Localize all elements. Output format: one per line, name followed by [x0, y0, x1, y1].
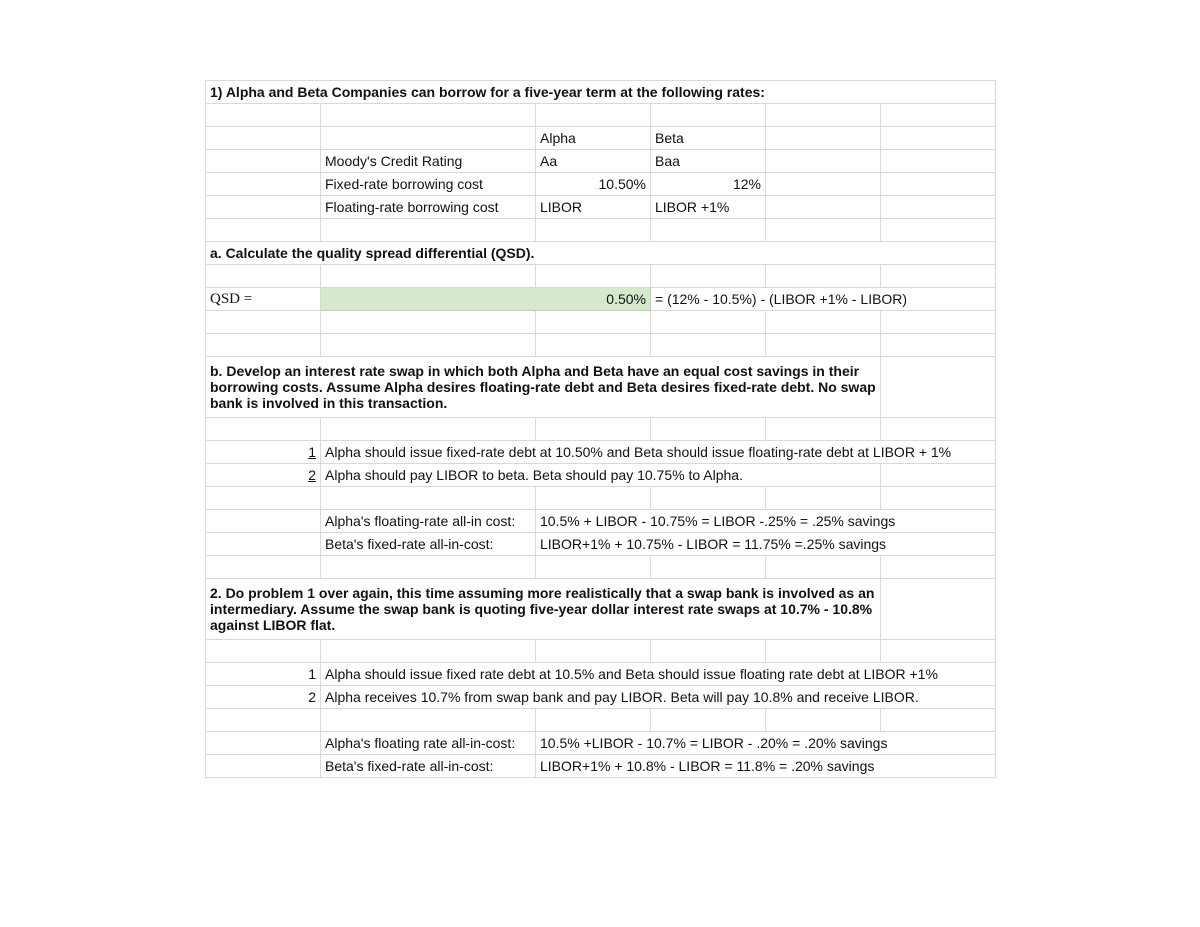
- qsd-formula[interactable]: = (12% - 10.5%) - (LIBOR +1% - LIBOR): [651, 288, 996, 311]
- q2-beta-cost-value[interactable]: LIBOR+1% + 10.8% - LIBOR = 11.8% = .20% savings: [536, 755, 996, 778]
- q2-question[interactable]: 2. Do problem 1 over again, this time assuming more realistically that a swap bank is involved as an intermediary. Assume the swap bank is quoting five-year dollar interest rate swaps at 10.7% - 10.8% against LIBOR flat.: [206, 579, 881, 640]
- spreadsheet-grid: [205, 80, 996, 778]
- q2-alpha-cost-value[interactable]: 10.5% +LIBOR - 10.7% = LIBOR - .20% = .20% savings: [536, 732, 996, 755]
- empty-cell[interactable]: [321, 418, 536, 441]
- floating-rate-label[interactable]: Floating-rate borrowing cost: [321, 196, 536, 219]
- empty-cell[interactable]: [206, 533, 321, 556]
- empty-cell[interactable]: [651, 265, 766, 288]
- floating-rate-alpha[interactable]: LIBOR: [536, 196, 651, 219]
- empty-cell[interactable]: [651, 709, 766, 732]
- empty-cell[interactable]: [651, 640, 766, 663]
- empty-cell[interactable]: [881, 150, 996, 173]
- empty-cell[interactable]: [881, 556, 996, 579]
- q2-alpha-cost-label[interactable]: Alpha's floating rate all-in-cost:: [321, 732, 536, 755]
- part-a-question[interactable]: a. Calculate the quality spread differential (QSD).: [206, 242, 996, 265]
- empty-cell[interactable]: [206, 418, 321, 441]
- empty-cell[interactable]: [206, 640, 321, 663]
- part-b-step-num[interactable]: 2: [206, 464, 321, 487]
- empty-cell[interactable]: [651, 104, 766, 127]
- empty-cell[interactable]: [206, 487, 321, 510]
- empty-cell[interactable]: [881, 357, 996, 418]
- rating-alpha[interactable]: Aa: [536, 150, 651, 173]
- empty-cell[interactable]: [321, 487, 536, 510]
- empty-cell[interactable]: [651, 487, 766, 510]
- empty-cell[interactable]: [536, 709, 651, 732]
- empty-cell[interactable]: [536, 219, 651, 242]
- empty-cell[interactable]: [321, 640, 536, 663]
- qsd-value-cell[interactable]: 0.50%: [321, 288, 651, 311]
- part-b-alpha-cost-label[interactable]: Alpha's floating-rate all-in cost:: [321, 510, 536, 533]
- part-b-step-text[interactable]: Alpha should pay LIBOR to beta. Beta should pay 10.75% to Alpha.: [321, 464, 881, 487]
- empty-cell[interactable]: [536, 640, 651, 663]
- empty-cell[interactable]: [206, 709, 321, 732]
- q2-step-num[interactable]: 1: [206, 663, 321, 686]
- empty-cell[interactable]: [766, 487, 881, 510]
- empty-cell[interactable]: [766, 265, 881, 288]
- empty-cell[interactable]: [206, 510, 321, 533]
- empty-cell[interactable]: [881, 104, 996, 127]
- empty-cell[interactable]: [881, 487, 996, 510]
- part-b-step-text[interactable]: Alpha should issue fixed-rate debt at 10.50% and Beta should issue floating-rate debt at LIBOR + 1%: [321, 441, 996, 464]
- empty-cell[interactable]: [881, 219, 996, 242]
- empty-cell[interactable]: [881, 579, 996, 640]
- empty-cell[interactable]: [766, 709, 881, 732]
- rating-beta[interactable]: Baa: [651, 150, 766, 173]
- empty-cell[interactable]: [321, 127, 536, 150]
- part-b-step-num[interactable]: 1: [206, 441, 321, 464]
- col-header-beta[interactable]: Beta: [651, 127, 766, 150]
- part-b-alpha-cost-value[interactable]: 10.5% + LIBOR - 10.75% = LIBOR -.25% = .25% savings: [536, 510, 996, 533]
- empty-cell[interactable]: [881, 311, 996, 334]
- empty-cell[interactable]: [206, 219, 321, 242]
- fixed-rate-beta[interactable]: 12%: [651, 173, 766, 196]
- empty-cell[interactable]: [766, 334, 881, 357]
- empty-cell[interactable]: [881, 464, 996, 487]
- empty-cell[interactable]: [536, 334, 651, 357]
- part-b-beta-cost-value[interactable]: LIBOR+1% + 10.75% - LIBOR = 11.75% =.25% savings: [536, 533, 996, 556]
- part-b-question[interactable]: b. Develop an interest rate swap in which both Alpha and Beta have an equal cost savings in their borrowing costs. Assume Alpha desires floating-rate debt and Beta desires fixed-rate debt. No swap bank is involved in this transaction.: [206, 357, 881, 418]
- q1-title[interactable]: 1) Alpha and Beta Companies can borrow for a five-year term at the following rates:: [206, 81, 996, 104]
- empty-cell[interactable]: [766, 640, 881, 663]
- rating-label[interactable]: Moody's Credit Rating: [321, 150, 536, 173]
- empty-cell[interactable]: [206, 150, 321, 173]
- empty-cell[interactable]: [206, 755, 321, 778]
- part-b-beta-cost-label[interactable]: Beta's fixed-rate all-in-cost:: [321, 533, 536, 556]
- empty-cell[interactable]: [206, 127, 321, 150]
- empty-cell[interactable]: [321, 556, 536, 579]
- empty-cell[interactable]: [321, 709, 536, 732]
- empty-cell[interactable]: [206, 196, 321, 219]
- empty-cell[interactable]: [766, 556, 881, 579]
- empty-cell[interactable]: [881, 709, 996, 732]
- empty-cell[interactable]: [206, 556, 321, 579]
- empty-cell[interactable]: [206, 334, 321, 357]
- empty-cell[interactable]: [651, 311, 766, 334]
- empty-cell[interactable]: [651, 556, 766, 579]
- empty-cell[interactable]: [881, 640, 996, 663]
- fixed-rate-label[interactable]: Fixed-rate borrowing cost: [321, 173, 536, 196]
- empty-cell[interactable]: [766, 104, 881, 127]
- empty-cell[interactable]: [321, 311, 536, 334]
- q2-beta-cost-label[interactable]: Beta's fixed-rate all-in-cost:: [321, 755, 536, 778]
- empty-cell[interactable]: [766, 196, 881, 219]
- empty-cell[interactable]: [766, 127, 881, 150]
- empty-cell[interactable]: [321, 334, 536, 357]
- empty-cell[interactable]: [321, 104, 536, 127]
- empty-cell[interactable]: [321, 265, 536, 288]
- empty-cell[interactable]: [766, 173, 881, 196]
- q2-step-text[interactable]: Alpha should issue fixed rate debt at 10.5% and Beta should issue floating rate debt at LIBOR +1%: [321, 663, 996, 686]
- empty-cell[interactable]: [206, 173, 321, 196]
- empty-cell[interactable]: [881, 265, 996, 288]
- empty-cell[interactable]: [536, 556, 651, 579]
- empty-cell[interactable]: [766, 219, 881, 242]
- empty-cell[interactable]: [651, 334, 766, 357]
- empty-cell[interactable]: [881, 173, 996, 196]
- empty-cell[interactable]: [206, 732, 321, 755]
- col-header-alpha[interactable]: Alpha: [536, 127, 651, 150]
- qsd-label[interactable]: QSD =: [206, 288, 321, 311]
- empty-cell[interactable]: [651, 418, 766, 441]
- empty-cell[interactable]: [766, 418, 881, 441]
- empty-cell[interactable]: [881, 127, 996, 150]
- empty-cell[interactable]: [881, 334, 996, 357]
- empty-cell[interactable]: [881, 418, 996, 441]
- q2-step-num[interactable]: 2: [206, 686, 321, 709]
- empty-cell[interactable]: [206, 311, 321, 334]
- floating-rate-beta[interactable]: LIBOR +1%: [651, 196, 766, 219]
- empty-cell[interactable]: [766, 150, 881, 173]
- empty-cell[interactable]: [651, 219, 766, 242]
- empty-cell[interactable]: [766, 311, 881, 334]
- empty-cell[interactable]: [536, 265, 651, 288]
- q2-step-text[interactable]: Alpha receives 10.7% from swap bank and pay LIBOR. Beta will pay 10.8% and receive LIBOR.: [321, 686, 996, 709]
- empty-cell[interactable]: [536, 487, 651, 510]
- empty-cell[interactable]: [536, 311, 651, 334]
- empty-cell[interactable]: [536, 104, 651, 127]
- empty-cell[interactable]: [321, 219, 536, 242]
- empty-cell[interactable]: [206, 104, 321, 127]
- empty-cell[interactable]: [536, 418, 651, 441]
- empty-cell[interactable]: [881, 196, 996, 219]
- empty-cell[interactable]: [206, 265, 321, 288]
- fixed-rate-alpha[interactable]: 10.50%: [536, 173, 651, 196]
